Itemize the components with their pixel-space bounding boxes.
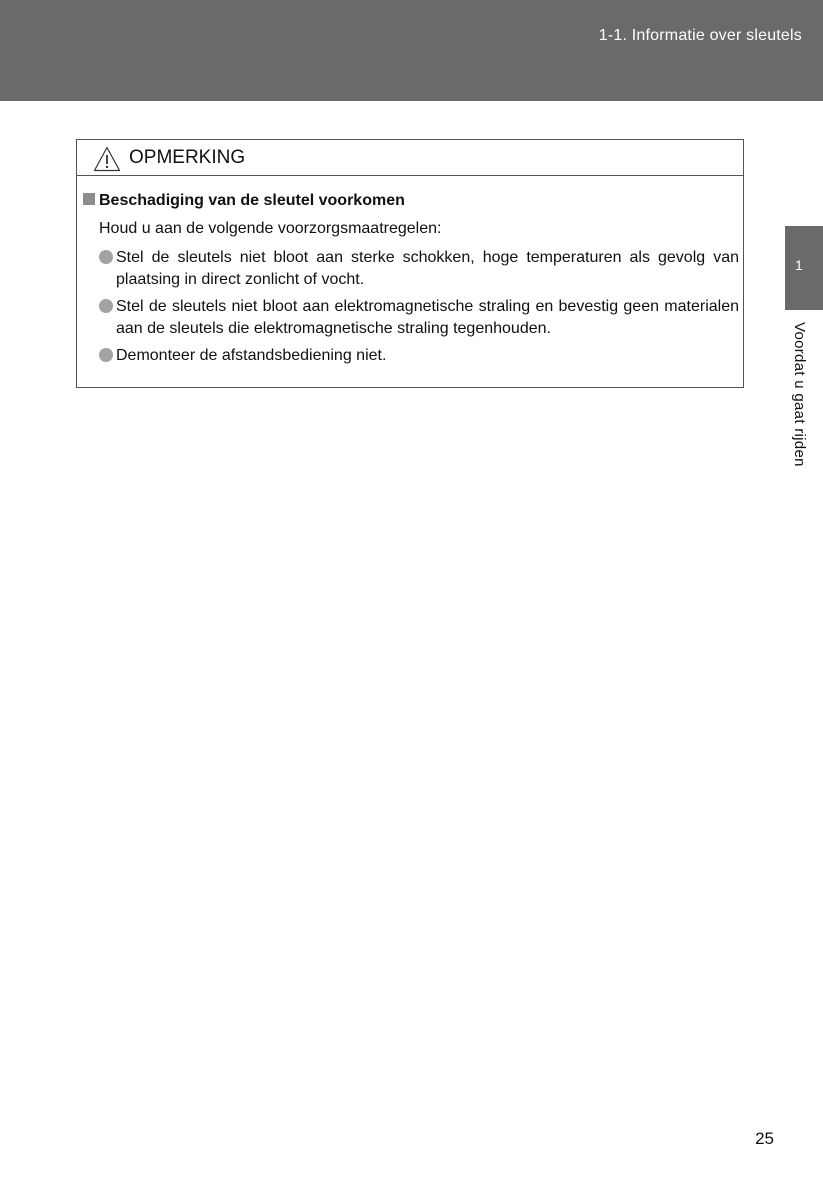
page-header: [0, 0, 823, 101]
chapter-tab[interactable]: [785, 226, 823, 310]
notice-heading: [83, 192, 405, 210]
precaution-list: [99, 247, 739, 373]
notice-title: OPMERKING: [129, 147, 246, 168]
notice-header: [77, 140, 743, 176]
list-item: [99, 247, 739, 290]
notice-box: [76, 139, 744, 388]
notice-heading-text: Beschadiging van de sleutel voorkomen: [99, 192, 405, 209]
round-bullet-icon: [99, 250, 113, 264]
round-bullet-icon: [99, 299, 113, 313]
notice-intro: Houd u aan de volgende voorzorgsmaatregelen:: [99, 220, 442, 237]
chapter-label: Voordat u gaat rijden: [791, 322, 808, 467]
section-title: 1-1. Informatie over sleutels: [598, 27, 802, 44]
list-item-text: Stel de sleutels niet bloot aan sterke schokken, hoge temperaturen als gevolg van plaatsing in direct zonlicht of vocht.: [116, 249, 739, 288]
round-bullet-icon: [99, 348, 113, 362]
chapter-number: 1: [795, 257, 803, 273]
list-item: [99, 296, 739, 339]
warning-triangle-icon: [93, 146, 121, 172]
page-number: 25: [755, 1129, 774, 1148]
list-item-text: Stel de sleutels niet bloot aan elektromagnetische straling en bevestig geen materialen aan de sleutels die elektromagnetische straling tegenhouden.: [116, 298, 739, 337]
square-bullet-icon: [83, 193, 95, 205]
list-item-text: Demonteer de afstandsbediening niet.: [116, 347, 387, 364]
list-item: [99, 345, 739, 367]
